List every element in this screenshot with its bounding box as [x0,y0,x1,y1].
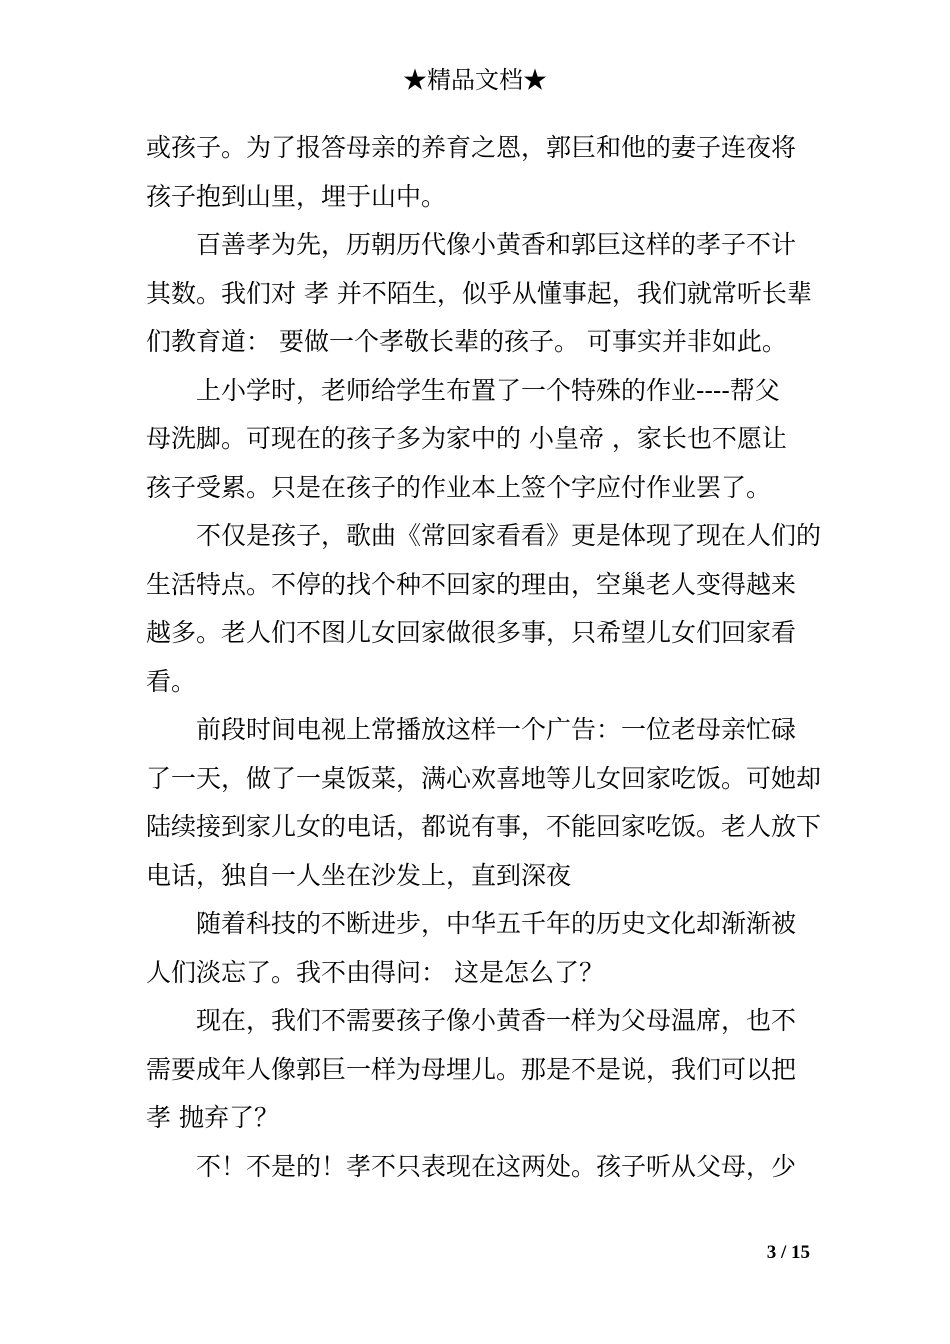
body-text [146,124,822,1191]
paragraph [146,367,808,513]
paragraph [146,997,808,1143]
paragraph [146,706,822,900]
text-line: 母洗脚。可现在的孩子多为家中的 小皇帝 ，家长也不愿让 [146,424,787,453]
text-line: 孩子抱到山里，埋于山中。 [146,181,447,211]
text-line: 其数。我们对 孝 并不陌生，似乎从懂事起，我们就常听长辈 [146,278,812,308]
paragraph [146,900,808,997]
text-line: 百善孝为先，历朝历代像小黄香和郭巨这样的孝子不计 [196,230,797,259]
text-line: 生活特点。不停的找个种不回家的理由，空巢老人变得越来 [146,569,797,599]
text-line: 前段时间电视上常播放这样一个广告：一位老母亲忙碌 [196,715,797,744]
page-header: ★精品文档★ [403,66,547,94]
text-line: 或孩子。为了报答母亲的养育之恩，郭巨和他的妻子连夜将 [146,133,797,162]
paragraph [146,512,822,706]
paragraph [146,124,808,221]
text-line: 随着科技的不断进步，中华五千年的历史文化却渐渐被 [196,909,797,938]
text-line: 不仅是孩子，歌曲《常回家看看》更是体现了现在人们的 [196,521,822,550]
page-number: 3 / 15 [766,1242,810,1263]
text-line: 需要成年人像郭巨一样为母埋儿。那是不是说，我们可以把 [146,1054,797,1084]
paragraph [146,221,812,367]
text-line: 了一天，做了一桌饭菜，满心欢喜地等儿女回家吃饭。可她却 [146,763,822,793]
text-line: 上小学时，老师给学生布置了一个特殊的作业----帮父 [196,375,780,405]
text-line: 电话，独自一人坐在沙发上，直到深夜 [146,860,572,890]
text-line: 现在，我们不需要孩子像小黄香一样为父母温席，也不 [196,1006,797,1035]
text-line: 陆续接到家儿女的电话，都说有事，不能回家吃饭。老人放下 [146,812,822,841]
text-line: 不！不是的！孝不只表现在这两处。孩子听从父母，少 [196,1151,797,1181]
text-line: 看。 [146,666,197,696]
paragraph [146,1143,808,1192]
text-line: 人们淡忘了。我不由得问： 这是怎么了？ [146,957,604,987]
text-line: 们教育道： 要做一个孝敬长辈的孩子。 可事实并非如此。 [146,327,787,356]
text-line: 孩子受累。只是在孩子的作业本上签个字应付作业罢了。 [146,472,772,502]
text-line: 越多。老人们不图儿女回家做很多事，只希望儿女们回家看 [146,618,797,647]
text-line: 孝 抛弃了？ [146,1103,279,1132]
